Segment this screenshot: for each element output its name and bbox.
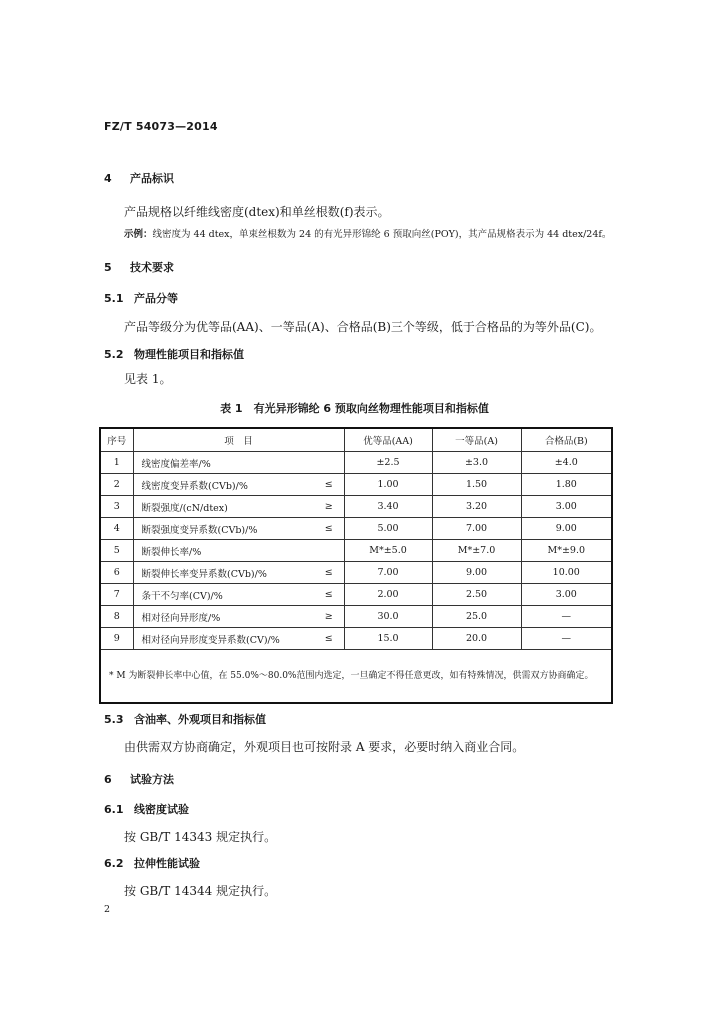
section-title: 产品标识 [130, 172, 174, 185]
table-caption: 表 1 有光异形锦纶 6 预取向丝物理性能项目和指标值 [220, 402, 489, 415]
cell-no: 7 [100, 584, 133, 606]
cell-item: 断裂强度变异系数(CVb)/% [133, 518, 314, 540]
table-row [100, 474, 612, 496]
cell-a: 9.00 [432, 562, 521, 584]
section-5-1-body: 产品等级分为优等品(AA)、一等品(A)、合格品(B)三个等级，低于合格品的为等外品(C)。 [124, 320, 602, 334]
section-6-heading [104, 771, 174, 787]
section-title: 产品分等 [134, 292, 178, 305]
cell-item: 断裂伸长率变异系数(CVb)/% [133, 562, 314, 584]
standard-code: FZ/T 54073—2014 [104, 120, 218, 133]
cell-b: 10.00 [521, 562, 612, 584]
section-6-2-heading [104, 855, 200, 871]
header-a: 一等品(A) [432, 428, 521, 452]
section-5-3-body: 由供需双方协商确定，外观项目也可按附录 A 要求，必要时纳入商业合同。 [124, 740, 525, 754]
section-title: 拉伸性能试验 [134, 857, 200, 870]
section-5-2-body: 见表 1。 [124, 372, 172, 386]
header-b: 合格品(B) [521, 428, 612, 452]
cell-a: 7.00 [432, 518, 521, 540]
table-row [100, 562, 612, 584]
cell-item: 断裂伸长率/% [133, 540, 314, 562]
table-note-row [100, 650, 612, 704]
section-5-3-heading [104, 711, 266, 727]
cell-no: 2 [100, 474, 133, 496]
section-number: 6.2 [104, 857, 124, 870]
example-label: 示例： [124, 229, 153, 240]
cell-a: 2.50 [432, 584, 521, 606]
cell-aa: 7.00 [344, 562, 432, 584]
section-6-2-body: 按 GB/T 14344 规定执行。 [124, 884, 277, 898]
cell-b: — [521, 606, 612, 628]
table-header-row [100, 428, 612, 452]
table-row [100, 584, 612, 606]
section-4-heading [104, 170, 174, 186]
cell-aa: 2.00 [344, 584, 432, 606]
cell-sym [314, 452, 344, 474]
cell-aa: 30.0 [344, 606, 432, 628]
cell-b: M*±9.0 [521, 540, 612, 562]
table-note: * M 为断裂伸长率中心值，在 55.0%～80.0%范围内选定，一旦确定不得任意更改，如有特殊情况，供需双方协商确定。 [100, 650, 612, 704]
section-4-body: 产品规格以纤维线密度(dtex)和单丝根数(f)表示。 [124, 205, 390, 219]
cell-aa: 15.0 [344, 628, 432, 650]
section-number: 5.1 [104, 292, 124, 305]
cell-b: 9.00 [521, 518, 612, 540]
cell-b: 3.00 [521, 584, 612, 606]
cell-item: 断裂强度/(cN/dtex) [133, 496, 314, 518]
cell-no: 8 [100, 606, 133, 628]
cell-a: 20.0 [432, 628, 521, 650]
table-row [100, 628, 612, 650]
table-row [100, 452, 612, 474]
table-row [100, 540, 612, 562]
header-no: 序号 [100, 428, 133, 452]
cell-sym: ≤ [314, 584, 344, 606]
table-row [100, 496, 612, 518]
cell-no: 5 [100, 540, 133, 562]
cell-b: ±4.0 [521, 452, 612, 474]
cell-b: 3.00 [521, 496, 612, 518]
cell-a: M*±7.0 [432, 540, 521, 562]
cell-a: 25.0 [432, 606, 521, 628]
spec-table [99, 427, 613, 704]
header-item: 项 目 [133, 428, 344, 452]
cell-item: 线密度变异系数(CVb)/% [133, 474, 314, 496]
cell-aa: 3.40 [344, 496, 432, 518]
section-5-2-heading [104, 346, 244, 362]
cell-sym: ≥ [314, 606, 344, 628]
cell-item: 相对径向异形度/% [133, 606, 314, 628]
cell-sym: ≥ [314, 496, 344, 518]
section-6-1-heading [104, 801, 189, 817]
section-5-heading [104, 259, 174, 275]
cell-sym: ≤ [314, 474, 344, 496]
cell-sym: ≤ [314, 628, 344, 650]
cell-sym: ≤ [314, 562, 344, 584]
cell-a: 1.50 [432, 474, 521, 496]
page-number: 2 [104, 904, 111, 915]
section-number: 5 [104, 261, 112, 274]
table-row [100, 606, 612, 628]
cell-a: 3.20 [432, 496, 521, 518]
section-number: 4 [104, 172, 112, 185]
example-text: 线密度为 44 dtex，单束丝根数为 24 的有光异形锦纶 6 预取向丝(POY)，其产品规格表示为 44 dtex/24f。 [152, 229, 612, 240]
cell-aa: 5.00 [344, 518, 432, 540]
cell-sym: ≤ [314, 518, 344, 540]
header-aa: 优等品(AA) [344, 428, 432, 452]
cell-item: 线密度偏差率/% [133, 452, 314, 474]
section-5-1-heading [104, 290, 178, 306]
cell-b: 1.80 [521, 474, 612, 496]
section-title: 含油率、外观项目和指标值 [134, 713, 266, 726]
cell-no: 4 [100, 518, 133, 540]
section-title: 物理性能项目和指标值 [134, 348, 244, 361]
cell-aa: 1.00 [344, 474, 432, 496]
section-number: 5.2 [104, 348, 124, 361]
section-title: 试验方法 [130, 773, 174, 786]
section-number: 6.1 [104, 803, 124, 816]
cell-aa: M*±5.0 [344, 540, 432, 562]
cell-no: 9 [100, 628, 133, 650]
cell-b: — [521, 628, 612, 650]
cell-sym [314, 540, 344, 562]
cell-no: 1 [100, 452, 133, 474]
cell-item: 相对径向异形度变异系数(CV)/% [133, 628, 314, 650]
section-number: 6 [104, 773, 112, 786]
section-title: 技术要求 [130, 261, 174, 274]
cell-a: ±3.0 [432, 452, 521, 474]
section-4-example [124, 226, 611, 240]
cell-aa: ±2.5 [344, 452, 432, 474]
section-6-1-body: 按 GB/T 14343 规定执行。 [124, 830, 277, 844]
section-number: 5.3 [104, 713, 124, 726]
cell-no: 6 [100, 562, 133, 584]
section-title: 线密度试验 [134, 803, 189, 816]
cell-item: 条干不匀率(CV)/% [133, 584, 314, 606]
cell-no: 3 [100, 496, 133, 518]
table-row [100, 518, 612, 540]
